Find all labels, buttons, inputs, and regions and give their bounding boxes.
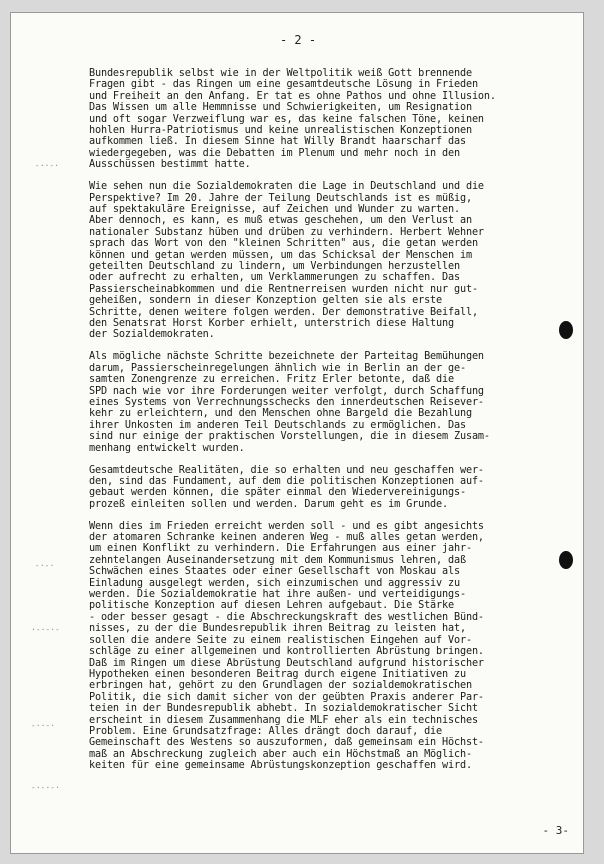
text-line: kehr zu erleichtern, und den Menschen ohne Bargeld die Bezahlung — [89, 408, 472, 420]
paragraph — [89, 68, 583, 171]
text-line: maß an Abschreckung zugleich aber auch ein Höchstmaß an Möglich- — [89, 748, 472, 760]
paragraph — [89, 465, 583, 511]
paragraph — [89, 521, 583, 772]
margin-scribble: -··-· — [35, 161, 60, 170]
text-line: wiedergegeben, was die Debatten im Plenum und mehr noch in den — [89, 147, 460, 159]
text-line: Das Wissen um alle Hemmnisse und Schwierigkeiten, um Resignation — [89, 102, 472, 114]
text-line: der Sozialdemokraten. — [89, 329, 215, 341]
text-line: schläge zu einer allgemeinen und kontrollierten Abrüstung bringen. — [89, 646, 484, 658]
text-line: Gesamtdeutsche Realitäten, die so erhalten und neu geschaffen wer- — [89, 464, 484, 476]
text-line: Politik, die sich damit sicher von der geübten Praxis anderer Par- — [89, 691, 484, 703]
text-line: Hypotheken einen besonderen Beitrag durch eigene Initiativen zu — [89, 668, 466, 680]
text-line: menhang entwickelt wurden. — [89, 442, 245, 454]
text-line: Aber dennoch, es kann, es muß etwas geschehen, um den Verlust an — [89, 215, 472, 227]
text-line: Fragen gibt - das Ringen um eine gesamtdeutsche Lösung in Frieden — [89, 79, 478, 91]
text-line: Schritte, denen weitere folgen werden. Der demonstrative Beifall, — [89, 306, 478, 318]
margin-scribble: -··-· — [31, 721, 56, 730]
text-line: um einen Konflikt zu verhindern. Die Erfahrungen aus einer jahr- — [89, 543, 472, 555]
next-page-marker: - 3- — [542, 824, 569, 837]
text-line: politische Konzeption auf diesen Lehren aufgebaut. Die Stärke — [89, 600, 454, 612]
text-line: Problem. Eine Grundsatzfrage: Alles drängt doch darauf, die — [89, 725, 443, 737]
text-line: sollen die andere Seite zu einem realistischen Eingehen auf Vor- — [89, 634, 472, 646]
letter-body — [89, 68, 583, 782]
text-line: den, sind das Fundament, auf dem die politischen Konzeptionen auf- — [89, 475, 484, 487]
text-line: samten Zonengrenze zu erreichen. Fritz Erler betonte, daß die — [89, 374, 454, 386]
text-line: den Senatsrat Horst Korber erhielt, unterstrich diese Haltung — [89, 318, 454, 330]
text-line: oder aufrecht zu erhalten, um Verklammerungen zu schaffen. Das — [89, 272, 460, 284]
text-line: Wie sehen nun die Sozialdemokraten die Lage in Deutschland und die — [89, 181, 484, 193]
text-line: teien in der Bundesrepublik abhebt. In sozialdemokratischer Sicht — [89, 703, 478, 715]
margin-scribble: ·-·-·- — [31, 625, 60, 634]
text-line: Ausschüssen bestimmt hatte. — [89, 159, 251, 171]
text-line: Perspektive? Im 20. Jahre der Teilung Deutschlands ist es müßig, — [89, 192, 472, 204]
text-line: hohlen Hurra-Patriotismus und keine unrealistischen Konzeptionen — [89, 125, 472, 137]
text-line: Einladung ausgelegt werden, sich einzumischen und aggressiv zu — [89, 577, 460, 589]
text-line: Bundesrepublik selbst wie in der Weltpolitik weiß Gott brennende — [89, 68, 472, 79]
text-line: nationaler Substanz hüben und drüben zu verhindern. Herbert Wehner — [89, 226, 484, 238]
text-line: erscheint in diesem Zusammenhang die MLF eher als ein technisches — [89, 714, 478, 726]
text-line: - oder besser gesagt - die Abschreckungskraft des westlichen Bünd- — [89, 611, 484, 623]
document-page — [10, 12, 584, 854]
text-line: nisses, zu der die Bundesrepublik ihren Beitrag zu leisten hat, — [89, 623, 466, 635]
text-line: und Freiheit an den Anfang. Er tat es ohne Pathos und ohne Illusion. — [89, 90, 496, 102]
text-line: prozeß einleiten sollen und werden. Darum geht es im Grunde. — [89, 498, 449, 510]
paragraph — [89, 351, 583, 454]
text-line: und oft sogar Verzweiflung war es, das keine falschen Töne, keinen — [89, 113, 484, 125]
text-line: Passierscheinabkommen und die Rentnerreisen wurden nicht nur gut- — [89, 283, 478, 295]
text-line: keiten für eine gemeinsame Abrüstungskonzeption geschaffen wird. — [89, 760, 472, 772]
text-line: Wenn dies im Frieden erreicht werden soll - und es gibt angesichts — [89, 520, 484, 532]
text-line: Daß im Ringen um diese Abrüstung Deutschland aufgrund historischer — [89, 657, 484, 669]
text-line: Gemeinschaft des Westens so auszuformen, daß gemeinsam ein Höchst- — [89, 737, 484, 749]
text-line: erbringen hat, gehört zu den Grundlagen der sozialdemokratischen — [89, 680, 472, 692]
text-line: der atomaren Schranke keinen anderen Weg - muß alles getan werden, — [89, 532, 484, 544]
text-line: sprach das Wort von den "kleinen Schritten" aus, die getan werden — [89, 238, 478, 250]
text-line: werden. Die Sozialdemokratie hat ihre außen- und verteidigungs- — [89, 589, 466, 601]
text-line: können und getan werden müssen, um das Schicksal der Menschen im — [89, 249, 472, 261]
margin-scribble: -·-· — [35, 561, 55, 570]
margin-scribble: -·-·-· — [31, 783, 60, 792]
text-line: Als mögliche nächste Schritte bezeichnete der Parteitag Bemühungen — [89, 351, 484, 363]
text-line: aufkommen ließ. In diesem Sinne hat Willy Brandt haarscharf das — [89, 136, 466, 148]
text-line: auf spektakuläre Ereignisse, auf Zeichen und Wunder zu warten. — [89, 203, 460, 215]
text-line: darum, Passierscheinregelungen ähnlich wie in Berlin an der ge- — [89, 362, 466, 374]
text-line: geteilten Deutschland zu lindern, um Verbindungen herzustellen — [89, 261, 460, 272]
text-line: ihrer Unkosten im anderen Teil Deutschlands zu ermöglichen. Das — [89, 419, 466, 431]
text-line: gebaut werden können, die später einmal den Wiedervereinigungs- — [89, 487, 466, 499]
text-line: Schwächen eines Staates oder einer Gesellschaft von Moskau als — [89, 566, 460, 578]
paragraph — [89, 181, 583, 341]
text-line: sind nur einige der praktischen Vorstellungen, die in diesem Zusam- — [89, 431, 490, 443]
page-number: - 2 - — [279, 33, 317, 47]
text-line: SPD nach wie vor ihre Forderungen weiter verfolgt, durch Schaffung — [89, 385, 484, 397]
text-line: geheißen, sondern in dieser Konzeption gelten sie als erste — [89, 295, 443, 307]
text-line: eines Systems von Verrechnungsschecks den innerdeutschen Reisever- — [89, 396, 484, 408]
text-line: zehntelangen Auseinandersetzung mit dem Kommunismus lehren, daß — [89, 554, 466, 566]
